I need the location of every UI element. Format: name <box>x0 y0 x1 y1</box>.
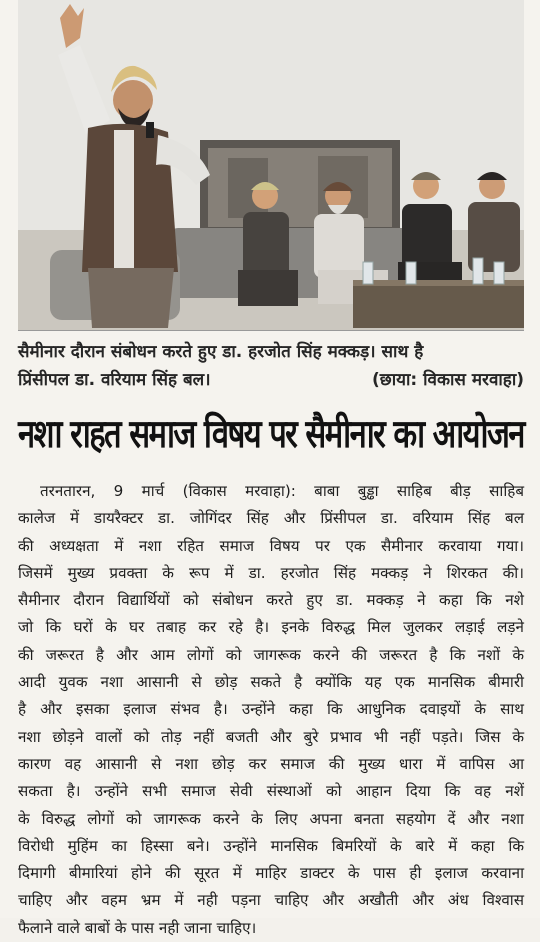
article-line: सैमीनार दौरान विद्यार्थियों को संबोधन करते हुए डा. मक्कड़ ने कहा कि नशे <box>18 591 524 610</box>
article-line: की जरूरत है और आम लोगों को जागरूक करने की जरूरत है कि नशों के <box>18 645 524 664</box>
article-line: आदी युवक नशा आसानी से छोड़ सकते है क्योंकि यह एक मानसिक बीमारी <box>18 673 524 692</box>
article-body <box>18 478 524 937</box>
caption-photo-credit: (छाया: विकास मरवाहा) <box>372 370 524 390</box>
photo-caption <box>18 338 524 394</box>
article-line: है और इसका इलाज संभव है। उन्होंने कहा कि आधुनिक दवाइयों के साथ <box>18 700 524 719</box>
article-line: जिसमें मुख्य प्रवक्ता के रूप में डा. हरजोत सिंह मक्कड़ ने शिरकत की। <box>18 563 524 582</box>
caption-line-2 <box>18 366 524 394</box>
caption-line-1: सैमीनार दौरान संबोधन करते हुए डा. हरजोत सिंह मक्कड़। साथ है <box>18 342 424 362</box>
article-line: दिमागी बीमारियां होने की सूरत में माहिर डाक्टर के पास ही इलाज करवाना <box>18 864 524 883</box>
article-line: तरनतारन, 9 मार्च (विकास मरवाहा): बाबा बुड्ढा साहिब बीड़ साहिब <box>40 482 524 500</box>
article-line: नशा छोड़ने वालों को तोड़ नहीं बजती और बुरे प्रभाव भी नहीं पड़ते। जिस के <box>18 727 524 746</box>
article-line: के विरुद्ध लोगों को जागरूक करने के लिए अपना बनता सहयोग दें और नशा <box>18 809 524 828</box>
article-line: फैलाने वाले बाबों के पास नही जाना चाहिए। <box>18 918 257 937</box>
seminar-photo-drawing <box>18 0 524 330</box>
article-line: विरोधी मुहिंम का हिस्सा बने। उन्होंने मानसिक बिमरियों के बारे में कहा कि <box>18 836 524 855</box>
article-line: चाहिए और वहम भ्रम में नही पड़ना चाहिए और अखौती और अंध विश्वास <box>18 891 524 910</box>
article-line: सकता है। उन्होंने सभी समाज सेवी संस्थाओं को आहान दिया कि वह नशें <box>18 782 524 801</box>
caption-principal: प्रिंसीपल डा. वरियाम सिंह बल। <box>18 370 211 390</box>
article-line: जो कि घरों के घर तबाह कर रहे है। इनके विरुद्ध मिल जुलकर लड़ाई लड़ने <box>18 618 524 637</box>
article-line: कारण वह आसानी से नशा छोड़ कर समाज की मुख्य धारा में वापिस आ <box>18 754 524 773</box>
seminar-photo <box>18 0 524 331</box>
article-line: की अध्यक्षता में नशा रहित समाज विषय पर एक सैमीनार करवाया गया। <box>18 536 524 555</box>
article-line: कालेज में डायरैक्टर डा. जोगिंदर सिंह और प्रिंसीपल डा. वरियाम सिंह बल <box>18 509 524 528</box>
article-headline: नशा राहत समाज विषय पर सैमीनार का आयोजन <box>18 412 524 457</box>
